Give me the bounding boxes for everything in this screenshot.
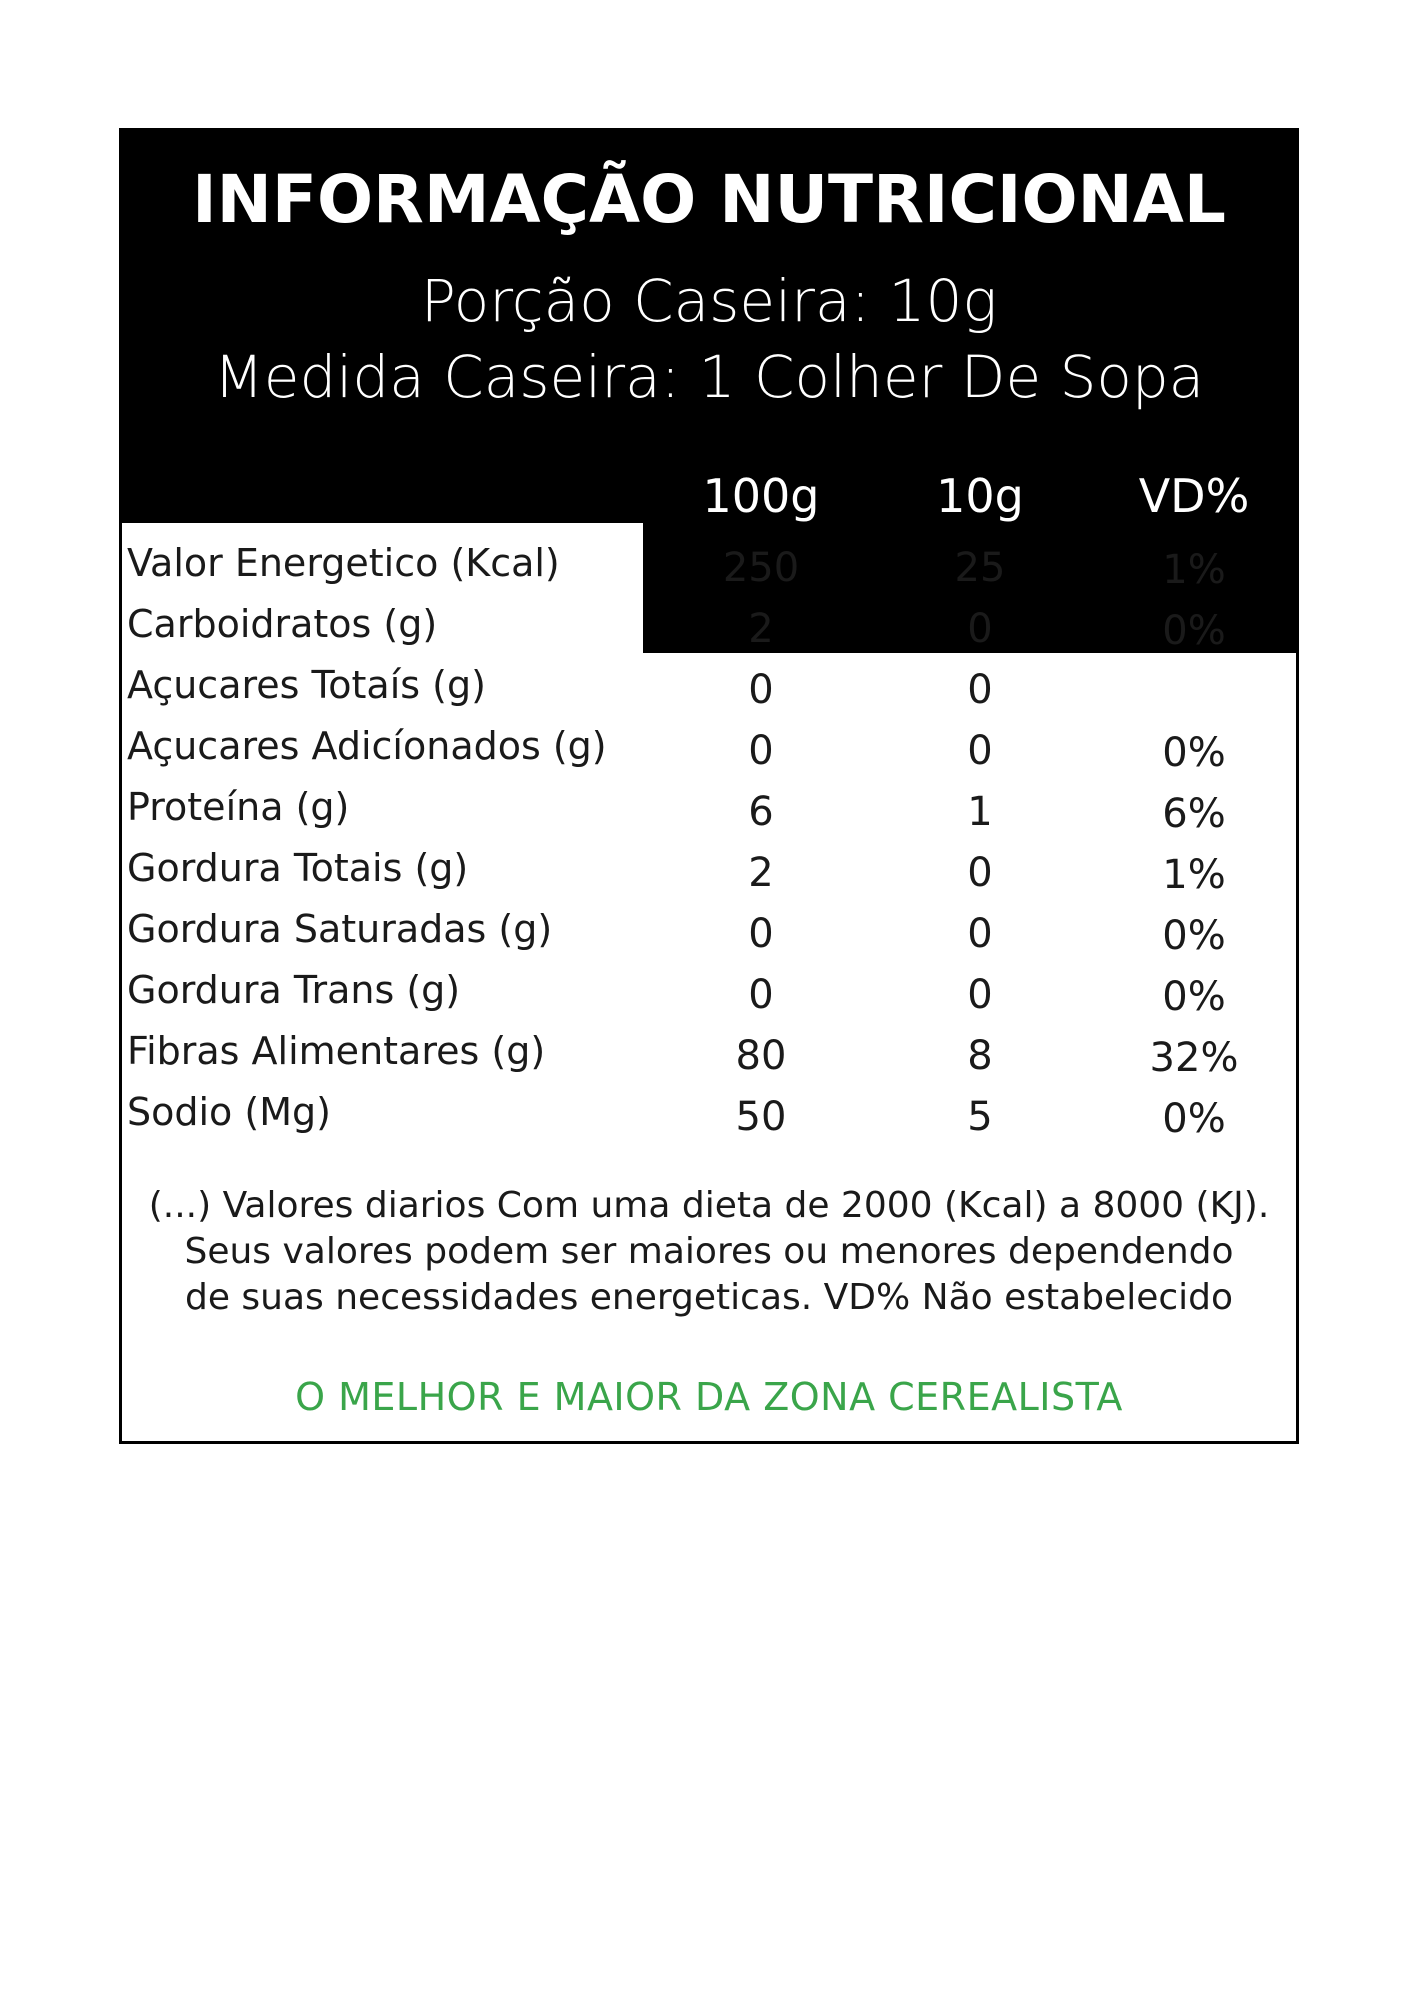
value-100g: 0 [748,667,774,713]
serving-portion: Porção Caseira: 10g [420,267,998,335]
table-row [122,907,1296,967]
value-10g: 0 [967,606,993,652]
nutrient-name: Açucares Totaís (g) [127,663,486,707]
table-row [122,663,1296,723]
brand-slogan: O MELHOR E MAIOR DA ZONA CEREALISTA [295,1375,1123,1419]
value-100g: 6 [748,789,774,835]
value-vd: 0% [1162,608,1226,654]
nutrition-label [119,128,1299,1444]
nutrient-name: Carboidratos (g) [127,602,438,646]
table-row [122,846,1296,906]
value-10g: 1 [967,789,993,835]
value-10g: 8 [967,1033,993,1079]
value-10g: 25 [954,545,1006,591]
table-row [122,541,1296,601]
nutrient-name: Gordura Saturadas (g) [127,907,553,951]
table-row [122,1029,1296,1089]
value-vd: 32% [1149,1035,1239,1081]
value-100g: 50 [735,1094,787,1140]
column-header-vd: VD% [1138,469,1250,523]
value-10g: 0 [967,972,993,1018]
table-row [122,1090,1296,1150]
value-100g: 80 [735,1033,787,1079]
value-10g: 0 [967,850,993,896]
nutrient-name: Gordura Totais (g) [127,846,469,890]
value-100g: 250 [722,545,800,591]
value-100g: 0 [748,911,774,957]
footnote-line: (...) Valores diarios Com uma dieta de 2000 (Kcal) a 8000 (KJ). [148,1185,1270,1226]
value-10g: 0 [967,911,993,957]
nutrient-name: Proteína (g) [127,785,350,829]
nutrient-name: Valor Energetico (Kcal) [127,541,560,585]
value-vd: 0% [1162,730,1226,776]
column-header-10g: 10g [936,469,1024,523]
nutrient-name: Açucares Adicíonados (g) [127,724,607,768]
value-vd: 0% [1162,1096,1226,1142]
label-header [122,131,1296,523]
value-10g: 5 [967,1094,993,1140]
footnote-line: de suas necessidades energeticas. VD% Não estabelecido [184,1277,1234,1318]
table-row [122,602,1296,662]
value-vd: 6% [1162,791,1226,837]
table-row [122,785,1296,845]
value-100g: 0 [748,728,774,774]
value-10g: 0 [967,728,993,774]
footnote [122,1183,1296,1321]
column-header-100g: 100g [702,469,820,523]
value-100g: 0 [748,972,774,1018]
value-100g: 2 [748,850,774,896]
footnote-line: Seus valores podem ser maiores ou menores dependendo [184,1231,1234,1272]
value-10g: 0 [967,667,993,713]
table-row [122,968,1296,1028]
nutrient-name: Sodio (Mg) [127,1090,331,1134]
value-vd: 1% [1162,852,1226,898]
serving-measure: Medida Caseira: 1 Colher De Sopa [213,343,1205,411]
value-vd: 0% [1162,974,1226,1020]
value-vd: 1% [1162,547,1226,593]
nutrient-name: Gordura Trans (g) [127,968,461,1012]
value-100g: 2 [748,606,774,652]
value-vd: 0% [1162,913,1226,959]
table-row [122,724,1296,784]
nutrient-name: Fibras Alimentares (g) [127,1029,546,1073]
label-title: INFORMAÇÃO NUTRICIONAL [192,161,1226,238]
